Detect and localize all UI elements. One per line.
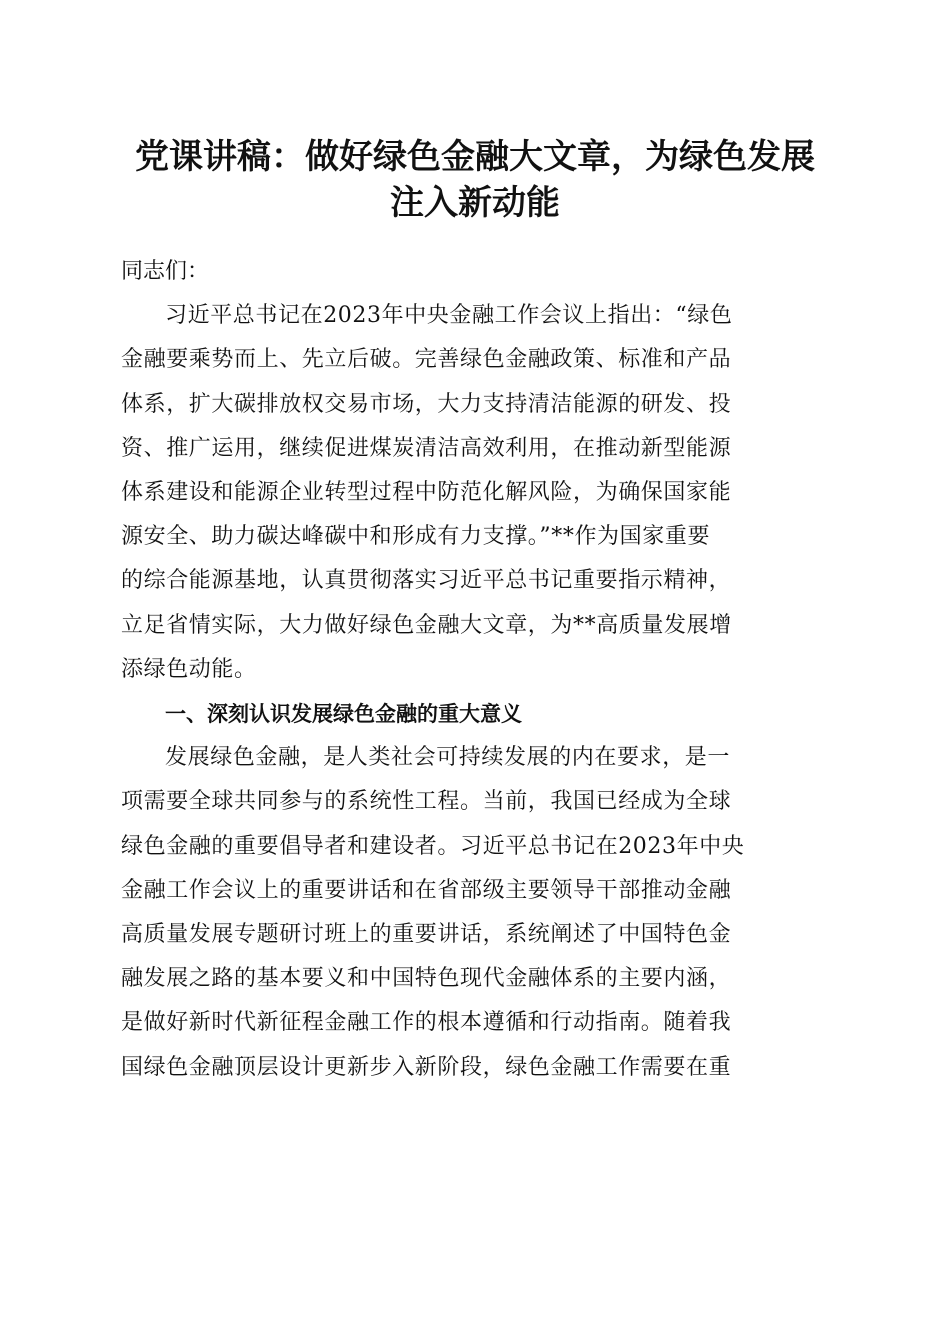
paragraph-2-line: 金融工作会议上的重要讲话和在省部级主要领导干部推动金融 <box>121 877 732 903</box>
paragraph-2-line: 是做好新时代新征程金融工作的根本遵循和行动指南。随着我 <box>121 1010 732 1036</box>
paragraph-2-line: 国绿色金融顶层设计更新步入新阶段，绿色金融工作需要在重 <box>121 1054 732 1080</box>
paragraph-2-line: 项需要全球共同参与的系统性工程。当前，我国已经成为全球 <box>121 789 732 815</box>
title-line-2: 注入新动能 <box>390 183 560 223</box>
paragraph-2-line: 融发展之路的基本要义和中国特色现代金融体系的主要内涵， <box>121 966 732 992</box>
paragraph-1-line: 源安全、助力碳达峰碳中和形成有力支撑。”**作为国家重要 <box>121 524 711 550</box>
section-heading: 一、深刻认识发展绿色金融的重大意义 <box>165 702 522 727</box>
paragraph-1-line: 资、推广运用，继续促进煤炭清洁高效利用，在推动新型能源 <box>121 435 732 461</box>
paragraph-2 <box>121 736 829 1090</box>
paragraph-1 <box>121 294 829 692</box>
paragraph-2-line: 发展绿色金融，是人类社会可持续发展的内在要求，是一 <box>165 745 731 771</box>
paragraph-1-line: 体系建设和能源企业转型过程中防范化解风险，为确保国家能 <box>121 480 732 506</box>
document-title <box>100 134 850 226</box>
document-body <box>121 250 829 1090</box>
paragraph-1-line: 立足省情实际，大力做好绿色金融大文章，为**高质量发展增 <box>121 612 732 638</box>
paragraph-1-line: 金融要乘势而上、先立后破。完善绿色金融政策、标准和产品 <box>121 347 732 373</box>
paragraph-1-line: 的综合能源基地，认真贯彻落实习近平总书记重要指示精神， <box>121 568 732 594</box>
salutation: 同志们： <box>121 259 210 284</box>
title-line-1: 党课讲稿：做好绿色金融大文章，为绿色发展 <box>135 137 815 177</box>
paragraph-1-line: 添绿色动能。 <box>121 656 257 682</box>
paragraph-2-line: 高质量发展专题研讨班上的重要讲话，系统阐述了中国特色金 <box>121 922 732 948</box>
paragraph-1-line: 体系，扩大碳排放权交易市场，大力支持清洁能源的研发、投 <box>121 391 732 417</box>
paragraph-1-line: 习近平总书记在2023年中央金融工作会议上指出：“绿色 <box>165 303 733 329</box>
paragraph-2-line: 绿色金融的重要倡导者和建设者。习近平总书记在2023年中央 <box>121 833 745 859</box>
